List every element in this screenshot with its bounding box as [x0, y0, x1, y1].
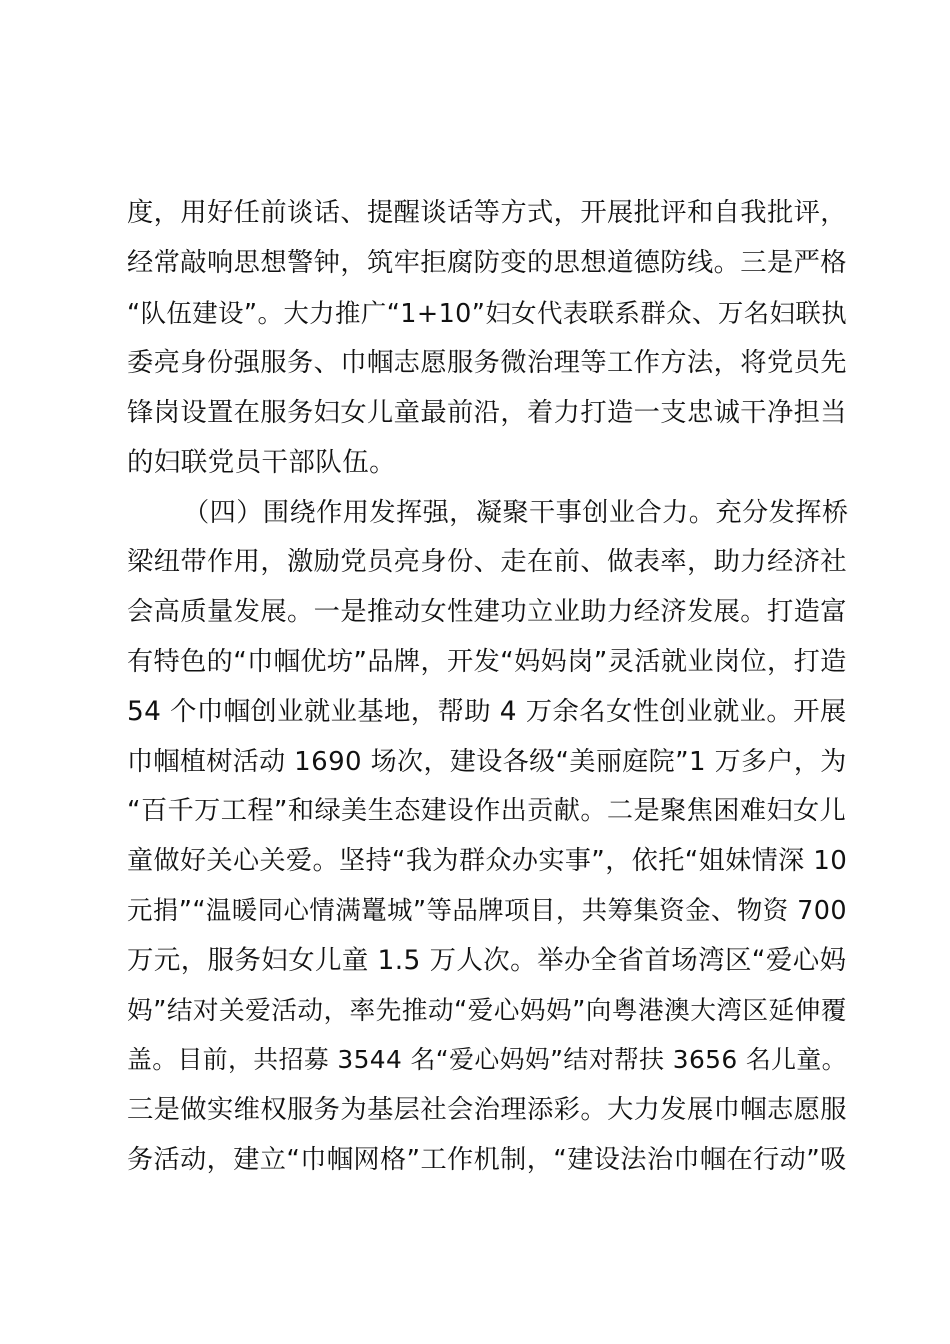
text-line: “百千万工程”和绿美生态建设作出贡献。二是聚焦困难妇女儿 — [127, 796, 847, 826]
text-line: 巾帼植树活动 1690 场次，建设各级“美丽庭院”1 万多户，为 — [127, 747, 847, 777]
text-line: 元捐”“温暖同心情满鼍城”等品牌项目，共筹集资金、物资 700 — [127, 896, 847, 926]
text-line: 的妇联党员干部队伍。 — [127, 447, 396, 478]
text-line: 54 个巾帼创业就业基地，帮助 4 万余名女性创业就业。开展 — [127, 697, 847, 727]
text-line: 有特色的“巾帼优坊”品牌，开发“妈妈岗”灵活就业岗位，打造 — [127, 647, 847, 677]
text-line: 度，用好任前谈话、提醒谈话等方式，开展批评和自我批评， — [127, 198, 847, 228]
text-line: 童做好关心关爱。坚持“我为群众办实事”，依托“姐妹情深 10 — [127, 846, 848, 876]
text-line: 妈”结对关爱活动，率先推动“爱心妈妈”向粤港澳大湾区延伸覆 — [127, 996, 847, 1026]
text-line: 梁纽带作用，激励党员亮身份、走在前、做表率，助力经济社 — [127, 547, 847, 577]
text-line: 万元，服务妇女儿童 1.5 万人次。举办全省首场湾区“爱心妈 — [127, 945, 847, 976]
text-line: 经常敲响思想警钟，筑牢拒腐防变的思想道德防线。三是严格 — [127, 248, 847, 278]
section-heading-line: （四）围绕作用发挥强，凝聚干事创业合力。充分发挥桥 — [183, 498, 849, 528]
text-line: “队伍建设”。大力推广“1+10”妇女代表联系群众、万名妇联执 — [127, 298, 848, 328]
text-line: 会高质量发展。一是推动女性建功立业助力经济发展。打造富 — [127, 597, 847, 627]
text-line: 委亮身份强服务、巾帼志愿服务微治理等工作方法，将党员先 — [127, 348, 847, 378]
text-line: 盖。目前，共招募 3544 名“爱心妈妈”结对帮扶 3656 名儿童。 — [127, 1045, 847, 1074]
text-line: 三是做实维权服务为基层社会治理添彩。大力发展巾帼志愿服 — [127, 1095, 847, 1125]
text-line: 务活动，建立“巾帼网格”工作机制，“建设法治巾帼在行动”吸 — [127, 1145, 847, 1175]
text-line: 锋岗设置在服务妇女儿童最前沿，着力打造一支忠诚干净担当 — [127, 398, 847, 428]
